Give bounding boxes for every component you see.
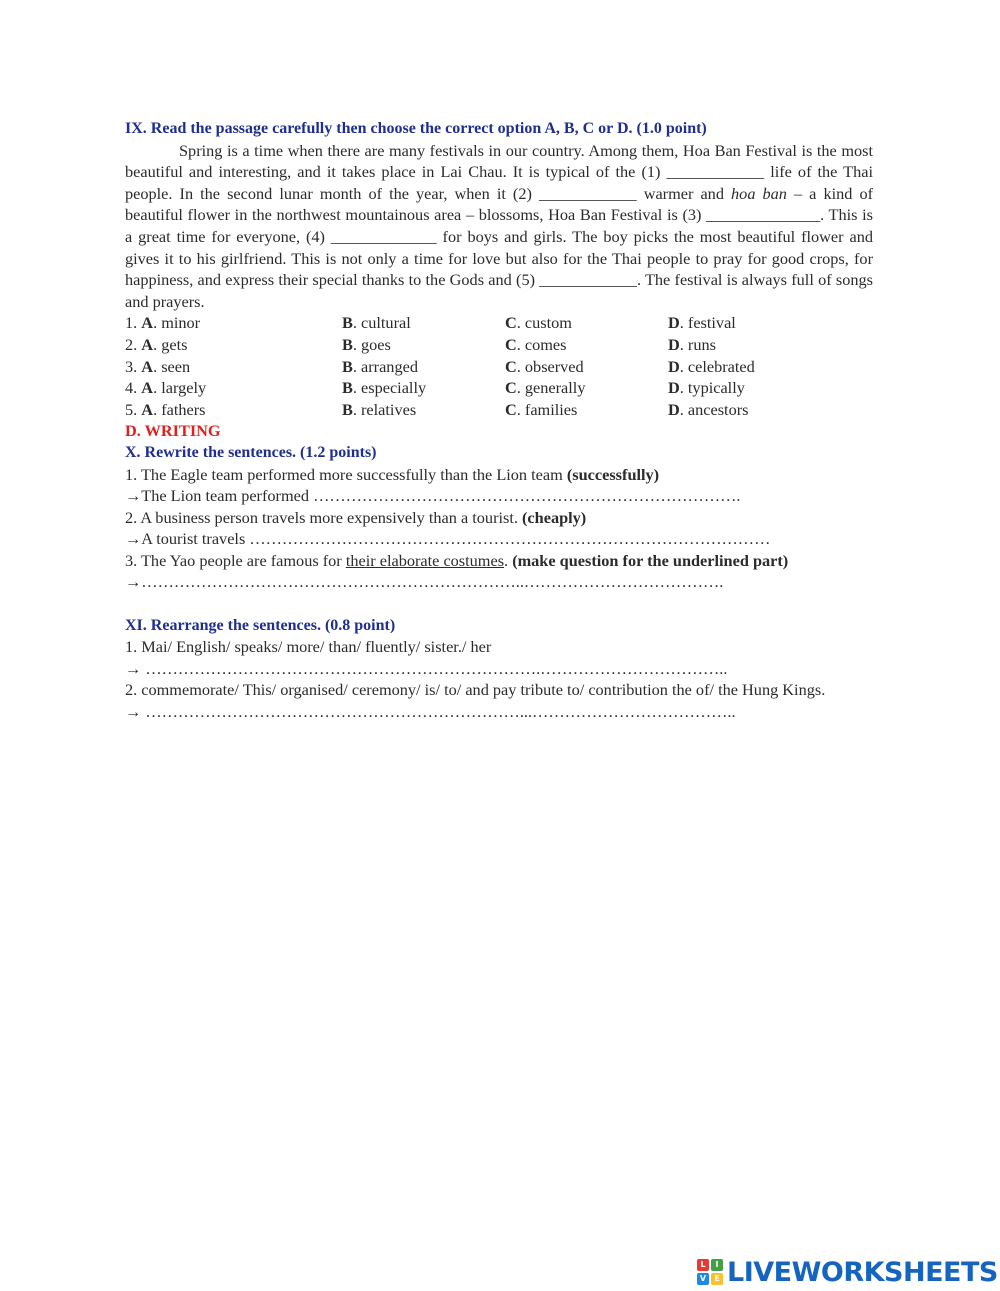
- hint-word: (make question for the underlined part): [512, 550, 789, 570]
- passage-text-2: – a kind of beautiful flower in the northwest mountainous area – blossoms, Hoa Ban Festival is (3) ______________. This is a great time for everyone, (4) _____________ for boys and girls. The boy picks the most beautiful flower and gives it to his girlfriend. This is not only a time for love but also for the Thai people to pray for good crops, for happiness, and express their special thanks to the Gods and (5) ____________. The festival is always full of songs and prayers.: [125, 183, 874, 311]
- worksheet-page: [125, 118, 873, 723]
- passage-italic-term: hoa ban: [731, 183, 787, 203]
- rearrange-question-1: 1. Mai/ English/ speaks/ more/ than/ fluently/ sister./ her: [125, 637, 492, 657]
- option-d[interactable]: D. ancestors: [668, 399, 749, 419]
- reading-passage: [125, 140, 873, 313]
- logo-letter-v: V: [697, 1273, 709, 1285]
- logo-letter-e: E: [711, 1273, 723, 1285]
- hint-word: (successfully): [566, 464, 660, 484]
- logo-letter-l: L: [697, 1259, 709, 1271]
- rewrite-question-1: 1. The Eagle team performed more successfully than the Lion team (successfully): [125, 464, 660, 484]
- option-c[interactable]: C. custom: [505, 313, 572, 333]
- option-d[interactable]: D. typically: [668, 378, 745, 398]
- logo-icon: [697, 1259, 723, 1285]
- section-ix-heading: IX. Read the passage carefully then choose the correct option A, B, C or D. (1.0 point): [125, 120, 707, 137]
- option-b[interactable]: B. arranged: [342, 356, 418, 376]
- logo-text: LIVEWORKSHEETS: [727, 1256, 998, 1288]
- section-d-title: D. WRITING: [125, 421, 221, 441]
- option-d[interactable]: D. celebrated: [668, 356, 755, 376]
- spacer: [125, 593, 873, 615]
- option-a[interactable]: 4. A. largely: [125, 378, 207, 398]
- option-b[interactable]: B. cultural: [342, 313, 411, 333]
- option-c[interactable]: C. observed: [505, 356, 584, 376]
- option-row-5: [125, 399, 873, 421]
- rearrange-answer-line-1[interactable]: → ……………………………………………………………….……………………………..: [125, 658, 728, 678]
- option-b[interactable]: B. especially: [342, 378, 427, 398]
- option-d[interactable]: D. festival: [668, 313, 736, 333]
- option-d[interactable]: D. runs: [668, 334, 716, 354]
- passage-text-1: Spring is a time when there are many festivals in our country. Among them, Hoa Ban Festival is the most beautiful and interesting, and it takes place in Lai Chau. It is typical of the (1) ____________ life of the Thai people. In the second lunar month of the year, when it (2) ____________ warmer and: [125, 140, 873, 203]
- hint-word: (cheaply): [522, 507, 587, 527]
- option-a[interactable]: 2. A. gets: [125, 334, 188, 354]
- section-xi-heading: XI. Rearrange the sentences. (0.8 point): [125, 616, 396, 634]
- option-a[interactable]: 3. A. seen: [125, 356, 191, 376]
- option-row-1: [125, 312, 873, 334]
- rearrange-answer-line-2[interactable]: → ……………………………………………………………...………………………………..: [125, 702, 736, 722]
- rewrite-answer-line-3[interactable]: →……………………………………………………………..……………………………….: [125, 572, 724, 592]
- option-a[interactable]: 1. A. minor: [125, 313, 201, 333]
- answer-options: [125, 312, 873, 420]
- option-row-4: [125, 377, 873, 399]
- option-c[interactable]: C. families: [505, 399, 578, 419]
- rewrite-question-2: 2. A business person travels more expensively than a tourist. (cheaply): [125, 507, 587, 527]
- liveworksheets-logo: [697, 1255, 998, 1289]
- passage-paragraph: [125, 140, 873, 313]
- rewrite-question-3: 3. The Yao people are famous for their elaborate costumes. (make question for the underlined part): [125, 550, 789, 570]
- section-x-heading: X. Rewrite the sentences. (1.2 points): [125, 443, 377, 461]
- option-b[interactable]: B. relatives: [342, 399, 417, 419]
- rewrite-answer-line-2[interactable]: →A tourist travels ……………………………………………………………………………………: [125, 529, 771, 549]
- option-row-3: [125, 356, 873, 378]
- rearrange-question-2: 2. commemorate/ This/ organised/ ceremony/ is/ to/ and pay tribute to/ contribution the of/ the Hung Kings.: [125, 680, 826, 700]
- underlined-part: their elaborate costumes: [345, 550, 505, 570]
- option-c[interactable]: C. generally: [505, 378, 586, 398]
- rewrite-answer-line-1[interactable]: →The Lion team performed …………………………………………………………………….: [125, 486, 741, 506]
- option-c[interactable]: C. comes: [505, 334, 567, 354]
- option-a[interactable]: 5. A. fathers: [125, 399, 206, 419]
- option-b[interactable]: B. goes: [342, 334, 391, 354]
- option-row-2: [125, 334, 873, 356]
- logo-letter-i: I: [711, 1259, 723, 1271]
